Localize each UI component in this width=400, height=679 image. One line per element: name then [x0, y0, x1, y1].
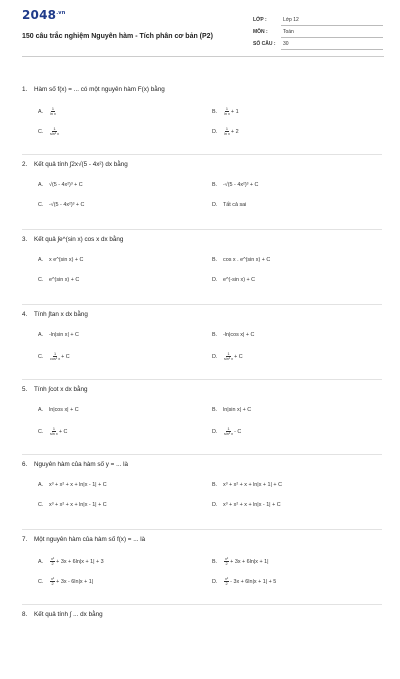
option-letter: C.	[38, 277, 44, 283]
worksheet-meta	[253, 15, 383, 51]
option-text: + C	[234, 354, 243, 361]
logo-text: 2048	[22, 8, 57, 22]
option-text: x e^(sin x) + C	[49, 257, 84, 263]
option-c[interactable]	[38, 577, 93, 586]
option-text: - 3x + 6ln|x + 1| + 5	[230, 579, 277, 586]
option-b[interactable]	[212, 557, 269, 566]
fraction-formula: $\frac{\text{x²}}{2}$	[225, 557, 229, 567]
meta-underline	[281, 37, 383, 38]
fraction-formula: $\frac{1}{\text{sin² x}}$	[50, 127, 60, 137]
meta-subject	[253, 27, 383, 39]
option-text: ln|sin x| + C	[223, 407, 252, 413]
question-number: 2.	[22, 161, 28, 168]
question-stem: Nguyên hàm của hàm số y = ... là	[34, 461, 128, 468]
option-letter: A.	[38, 182, 44, 188]
option-text: √(5 - 4x²)³ + C	[49, 182, 83, 188]
option-letter: B.	[212, 482, 218, 488]
question-1	[22, 80, 382, 154]
fraction-formula: $\frac{1}{\text{ln x}}$	[224, 127, 230, 137]
question-number: 5.	[22, 386, 28, 393]
option-text: + 2	[230, 129, 239, 136]
fraction-formula: $\frac{1}{\text{sin x}}$	[50, 427, 58, 437]
option-text: + C	[61, 354, 70, 361]
option-d[interactable]	[212, 427, 241, 436]
option-b[interactable]	[212, 332, 254, 338]
question-stem: Tính ∫cot x dx bằng	[34, 386, 88, 393]
logo-suffix: .vn	[56, 10, 66, 16]
option-letter: C.	[38, 579, 44, 586]
option-b[interactable]	[212, 107, 239, 116]
option-text: -√(5 - 4x²)³ + C	[223, 182, 259, 188]
option-d[interactable]	[212, 202, 246, 208]
question-number: 7.	[22, 536, 28, 543]
option-letter: D.	[212, 429, 218, 436]
question-stem: Kết quả tính ∫ ... dx bằng	[34, 611, 103, 618]
option-a[interactable]	[38, 557, 104, 566]
option-a[interactable]	[38, 332, 79, 338]
fraction-formula: $\frac{\text{x²}}{2}$	[225, 577, 229, 587]
option-text: x³ + x² + x + ln|x - 1| + C	[49, 502, 107, 508]
question-number: 3.	[22, 236, 28, 243]
header-divider	[22, 56, 384, 57]
option-b[interactable]	[212, 182, 258, 188]
question-stem: Kết quả ∫e^(sin x) cos x dx bằng	[34, 236, 124, 243]
fraction-formula: $\frac{\text{x²}}{2}$	[51, 577, 55, 587]
option-text: -√(5 - 4x²)³ + C	[49, 202, 85, 208]
option-letter: C.	[38, 502, 44, 508]
question-stem: Kết quả tính ∫2x√(5 - 4x²) dx bằng	[34, 161, 128, 168]
question-text	[22, 161, 128, 168]
fraction-formula: $\frac{1}{\text{sin² x}}$	[224, 352, 234, 362]
meta-class	[253, 15, 383, 27]
meta-subject-value: Toán	[283, 29, 294, 35]
option-letter: A.	[38, 257, 44, 263]
option-letter: B.	[212, 407, 218, 413]
option-c[interactable]	[38, 427, 67, 436]
question-text	[22, 236, 123, 243]
question-8	[22, 604, 382, 679]
option-letter: B.	[212, 257, 218, 263]
question-6	[22, 454, 382, 529]
meta-count	[253, 39, 383, 51]
option-a[interactable]	[38, 407, 79, 413]
option-letter: D.	[212, 354, 218, 361]
option-text: e^(-sin x) + C	[223, 277, 256, 283]
question-4	[22, 304, 382, 379]
option-letter: D.	[212, 202, 218, 208]
option-text: x³ + x² + x + ln|x + 1| + C	[223, 482, 282, 488]
meta-subject-label: MÔN :	[253, 29, 268, 35]
question-number: 6.	[22, 461, 28, 468]
option-c[interactable]	[38, 127, 60, 136]
question-3	[22, 229, 382, 304]
question-stem: Tính ∫tan x dx bằng	[34, 311, 88, 318]
option-a[interactable]	[38, 107, 57, 116]
option-letter: D.	[212, 277, 218, 283]
question-text	[22, 611, 103, 618]
option-letter: A.	[38, 407, 44, 413]
option-a[interactable]	[38, 482, 107, 488]
fraction-formula: $\frac{\text{x²}}{2}$	[51, 557, 55, 567]
option-text: + 3x + 6ln|x + 1| + 3	[56, 559, 104, 566]
option-d[interactable]	[212, 127, 239, 136]
question-text	[22, 311, 88, 318]
option-b[interactable]	[212, 257, 270, 263]
option-b[interactable]	[212, 407, 251, 413]
option-a[interactable]	[38, 257, 83, 263]
fraction-formula: $\frac{1}{\text{ln x}}$	[224, 107, 230, 117]
option-text: e^(sin x) + C	[49, 277, 80, 283]
option-letter: B.	[212, 109, 218, 116]
meta-underline	[281, 25, 383, 26]
option-d[interactable]	[212, 577, 276, 586]
option-text: cos x . e^(sin x) + C	[223, 257, 271, 263]
question-number: 4.	[22, 311, 28, 318]
option-letter: D.	[212, 129, 218, 136]
fraction-formula: $\frac{1}{\text{ln x}}$	[50, 107, 56, 117]
question-number: 8.	[22, 611, 28, 618]
question-5	[22, 379, 382, 454]
option-letter: A.	[38, 109, 44, 116]
option-letter: A.	[38, 559, 44, 566]
option-text: + 3x + 6ln|x + 1|	[230, 559, 269, 566]
option-letter: C.	[38, 354, 44, 361]
meta-class-value: Lớp 12	[283, 17, 299, 23]
option-letter: D.	[212, 502, 218, 508]
option-text: x³ + x² + x + ln|x - 1| + C	[223, 502, 281, 508]
option-letter: D.	[212, 579, 218, 586]
option-text: - C	[234, 429, 242, 436]
option-letter: A.	[38, 482, 44, 488]
option-text: + C	[58, 429, 68, 436]
option-c[interactable]	[38, 202, 84, 208]
option-text: Tất cả sai	[223, 202, 247, 208]
option-letter: C.	[38, 129, 44, 136]
option-d[interactable]	[212, 502, 281, 508]
question-7	[22, 529, 382, 604]
option-text: -ln|sin x| + C	[49, 332, 79, 338]
option-b[interactable]	[212, 482, 282, 488]
option-d[interactable]	[212, 352, 243, 361]
option-c[interactable]	[38, 277, 79, 283]
question-text	[22, 86, 165, 93]
option-letter: B.	[212, 332, 218, 338]
option-text: x³ + x² + x + ln|x - 1| + C	[49, 482, 107, 488]
option-text: ln|cos x| + C	[49, 407, 79, 413]
option-text: + 1	[230, 109, 239, 116]
option-letter: B.	[212, 182, 218, 188]
worksheet-header	[0, 0, 400, 62]
worksheet-title: 150 câu trắc nghiệm Nguyên hàm - Tích phân cơ bản (P2)	[22, 33, 213, 40]
meta-underline	[281, 49, 383, 50]
question-number: 1.	[22, 86, 28, 93]
site-logo[interactable]	[22, 8, 66, 22]
option-text: -ln|cos x| + C	[223, 332, 255, 338]
question-2	[22, 154, 382, 229]
option-letter: B.	[212, 559, 218, 566]
option-c[interactable]	[38, 352, 70, 361]
meta-count-value: 30	[283, 41, 289, 47]
fraction-formula: $\frac{1}{\text{sin² x}}$	[224, 427, 234, 437]
question-text	[22, 536, 145, 543]
option-a[interactable]	[38, 182, 83, 188]
option-text: + 3x - 6ln|x + 1|	[56, 579, 94, 586]
question-list	[22, 80, 382, 679]
option-letter: A.	[38, 332, 44, 338]
meta-class-label: LỚP :	[253, 17, 267, 23]
question-text	[22, 461, 128, 468]
option-d[interactable]	[212, 277, 255, 283]
question-text	[22, 386, 88, 393]
question-stem: Một nguyên hàm của hàm số f(x) = ... là	[34, 536, 146, 543]
option-c[interactable]	[38, 502, 107, 508]
option-letter: C.	[38, 202, 44, 208]
option-letter: C.	[38, 429, 44, 436]
fraction-formula: $\frac{1}{\text{cos² x}}$	[50, 352, 61, 362]
question-stem: Hàm số f(x) = ... có một nguyên hàm F(x) bằng	[34, 86, 165, 93]
meta-count-label: SỐ CÂU :	[253, 41, 276, 47]
